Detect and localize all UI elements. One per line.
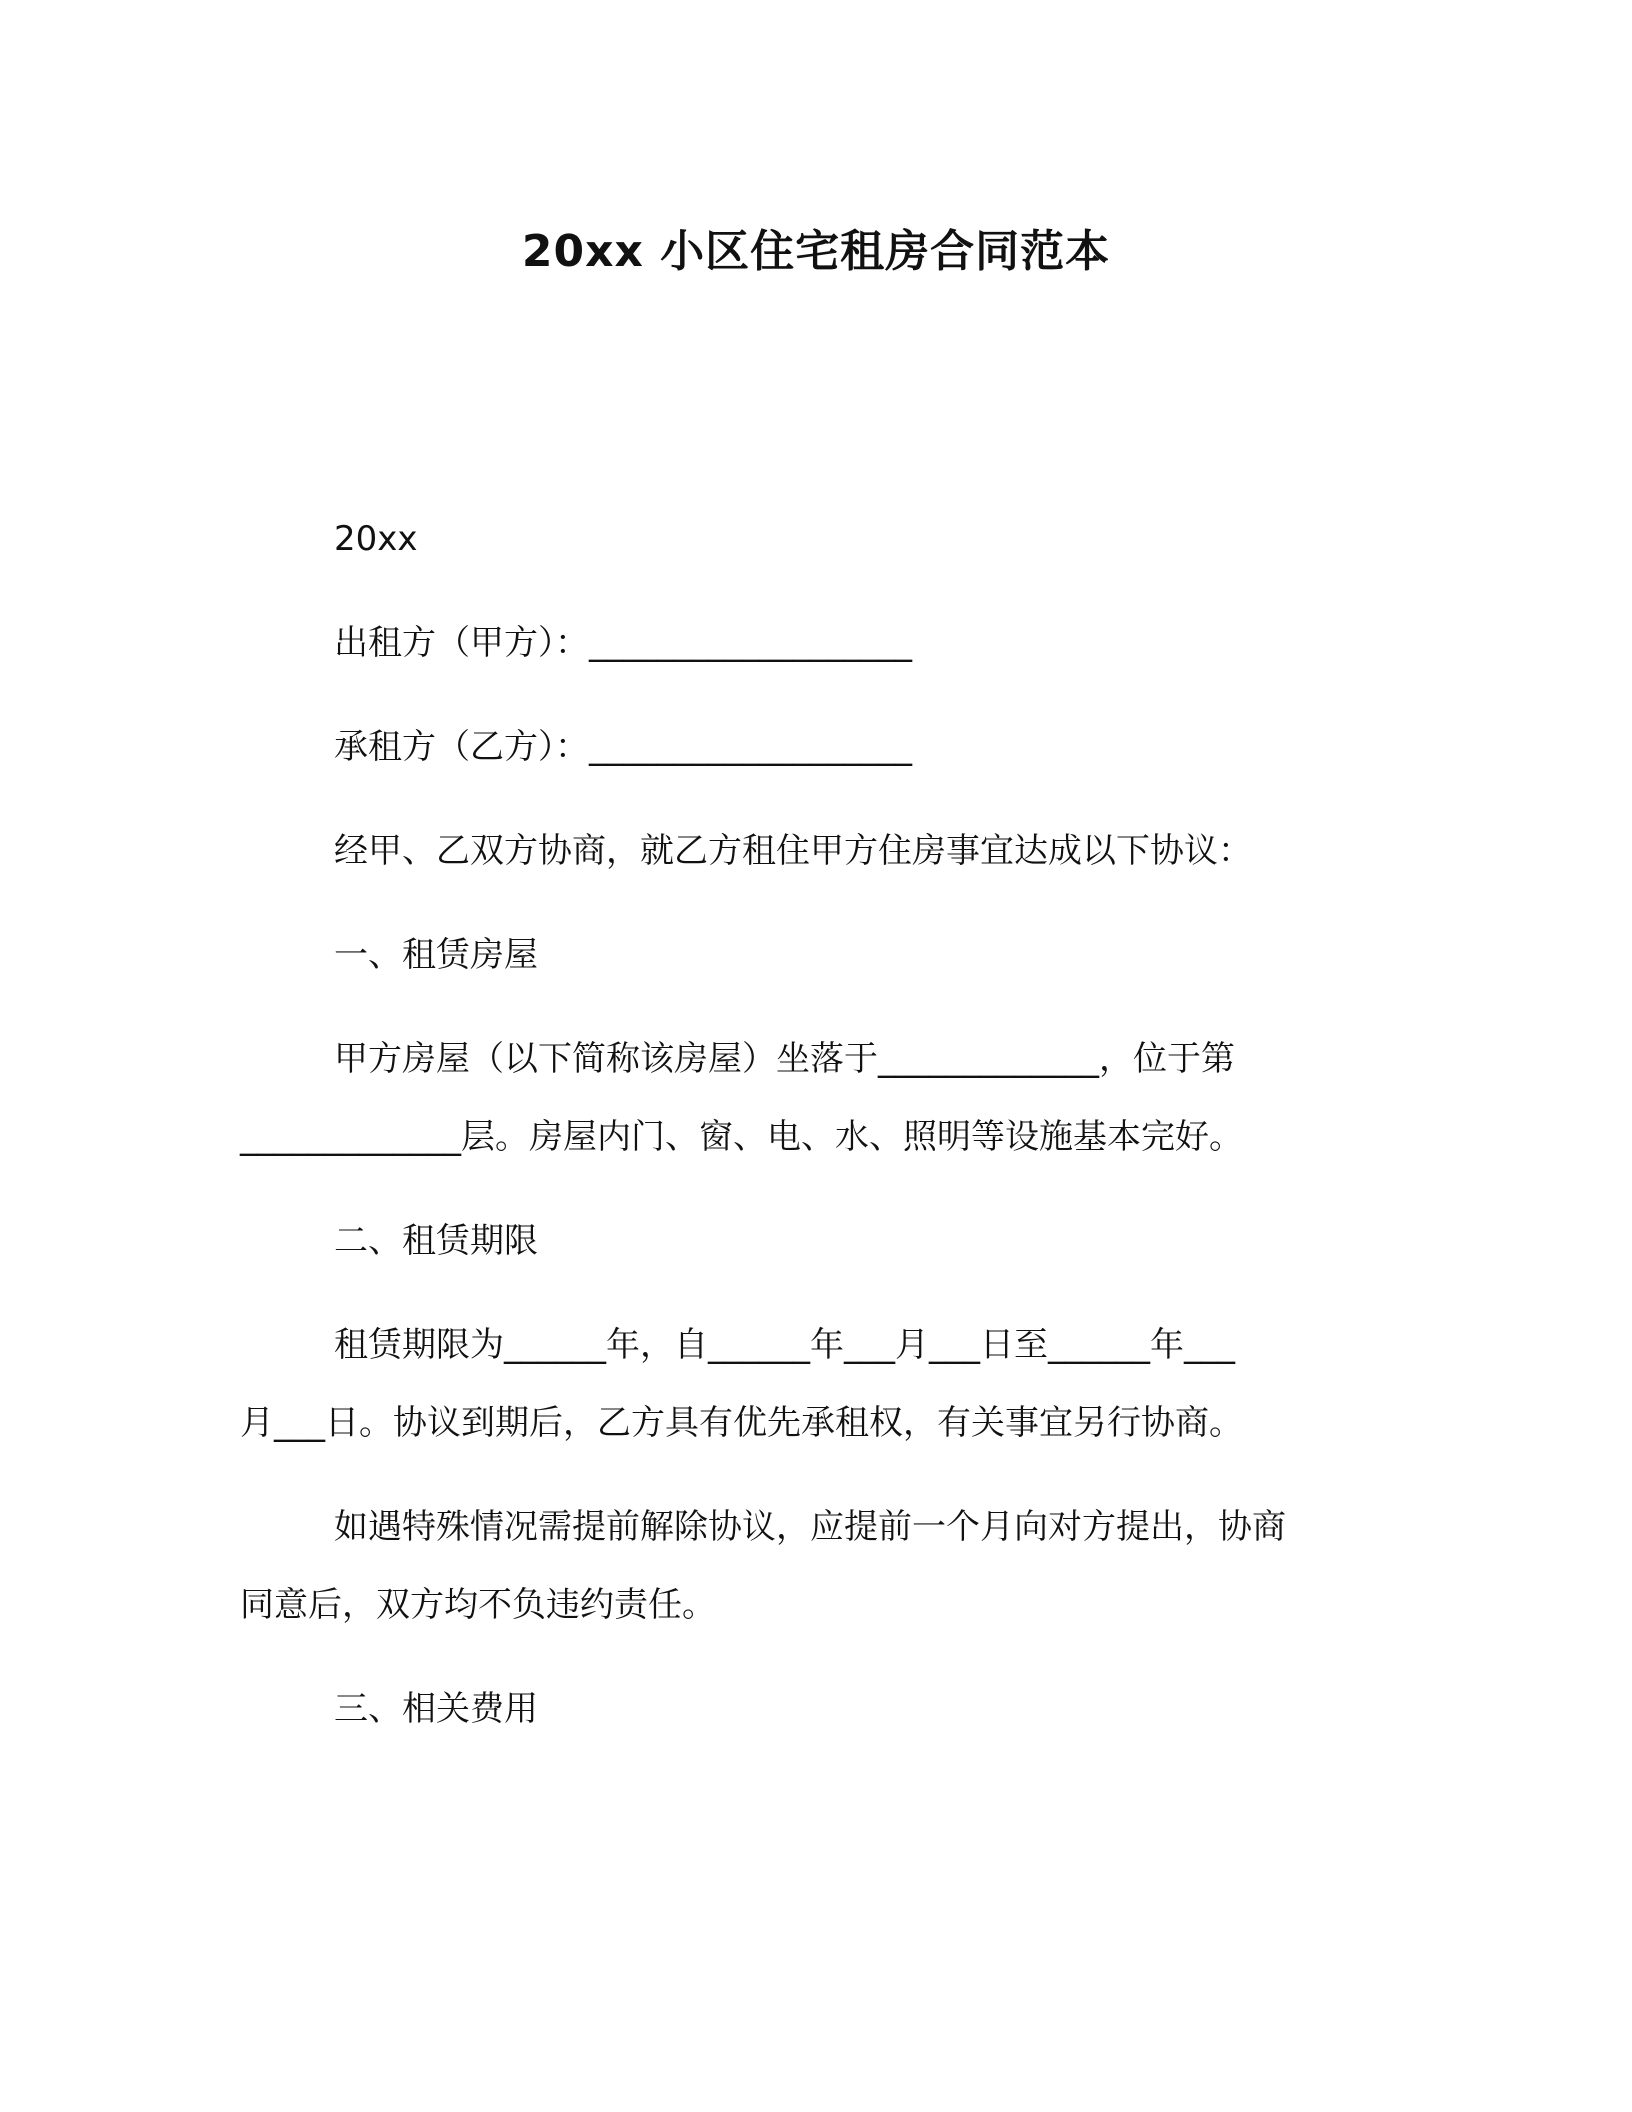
section-heading-2: 二、租赁期限 (334, 1221, 538, 1261)
term-paragraph-line-1: 租赁期限为______年，自______年___月___日至______年___ (334, 1325, 1235, 1365)
property-paragraph-line-2: _____________层。房屋内门、窗、电、水、照明等设施基本完好。 (240, 1117, 1243, 1157)
property-paragraph-line-1: 甲方房屋（以下简称该房屋）坐落于_____________，位于第 (334, 1039, 1235, 1079)
agreement-intro: 经甲、乙双方协商，就乙方租住甲方住房事宜达成以下协议： (334, 831, 1252, 871)
termination-paragraph-line-1: 如遇特殊情况需提前解除协议，应提前一个月向对方提出，协商 (334, 1507, 1286, 1547)
document-title: 20xx 小区住宅租房合同范本 (521, 226, 1111, 277)
lessee-line: 承租方（乙方）：___________________ (334, 727, 912, 767)
lessor-line: 出租方（甲方）：___________________ (334, 623, 912, 663)
year-line: 20xx (334, 519, 418, 559)
term-paragraph-line-2: 月___日。协议到期后，乙方具有优先承租权，有关事宜另行协商。 (240, 1403, 1243, 1443)
document-body (240, 500, 1392, 1748)
termination-paragraph-line-2: 同意后，双方均不负违约责任。 (240, 1585, 716, 1625)
section-heading-1: 一、租赁房屋 (334, 935, 538, 975)
section-heading-3: 三、相关费用 (334, 1689, 538, 1729)
